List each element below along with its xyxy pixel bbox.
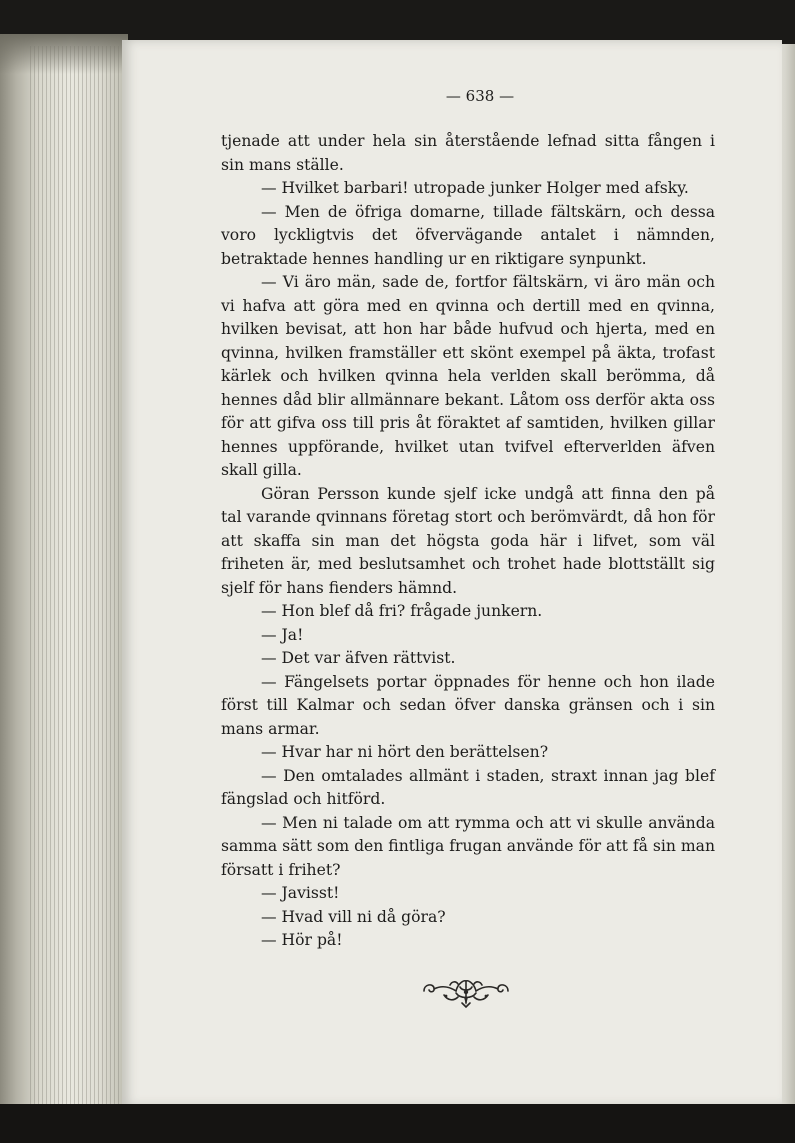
paragraph: — Fängelsets portar öppnades för henne och hon ilade först till Kalmar och sedan öfver danska gränsen och i sin mans armar. [221, 672, 715, 738]
page-number: — 638 — [445, 87, 515, 105]
paragraph: — Det var äfven rättvist. [261, 649, 456, 667]
bottom-shadow [0, 1104, 795, 1143]
paragraph: — Den omtalades allmänt i staden, straxt innan jag blef fängslad och hitförd. [221, 766, 715, 808]
paragraph: — Hör på! [261, 931, 343, 949]
text-block [221, 86, 715, 1009]
paragraph: — Ja! [261, 625, 304, 644]
paragraph: — Hvad vill ni då göra? [261, 907, 446, 926]
paragraph: — Javisst! [261, 884, 340, 902]
paragraph: — Men ni talade om att rymma och att vi skulle använda samma sätt som den fintliga frugan använde för att få sin man försatt i frihet? [221, 813, 715, 879]
paragraph: Göran Persson kunde sjelf icke undgå att finna den på tal varande qvinnans företag stort och berömvärdt, då hon för att skaffa sin man det högsta goda här i lifvet, som väl friheten är, med beslutsamhet och trohet hade blottställt sig sjelf för hans fienders hämnd. [221, 484, 715, 597]
page-edge-lines [30, 46, 122, 1106]
paragraph-list [221, 130, 715, 953]
paragraph: tjenade att under hela sin återstående lefnad sitta fången i sin mans ställe. [221, 132, 715, 174]
ornament-icon [420, 975, 512, 1009]
paragraph: — Hvar har ni hört den berättelsen? [261, 743, 549, 761]
paragraph: — Hvilket barbari! utropade junker Holger med afsky. [261, 179, 689, 197]
paragraph: — Hon blef då fri? frågade junkern. [261, 602, 543, 620]
paragraph: — Men de öfriga domarne, tillade fältskärn, och dessa voro lyckligtvis det öfvervägande antalet i nämnden, betraktade hennes handling ur en riktigare synpunkt. [221, 202, 715, 268]
page-edges [0, 34, 128, 1114]
paragraph: — Vi äro män, sade de, fortfor fältskärn, vi äro män och vi hafva att göra med en qvinna och dertill med en qvinna, hvilken bevisat, att hon har både hufvud och hjerta, med en qvinna, hvilken framställer ett skönt exempel på äkta, trofast kärlek och hvilken qvinna hela verlden skall berömma, då hennes dåd blir allmännare bekant. Låtom oss derför akta oss för att gifva oss till pris åt föraktet af samtiden, hvilken gillar hennes uppförande, hvilket utan tvifvel efterverlden äfven skall gilla. [221, 273, 715, 479]
